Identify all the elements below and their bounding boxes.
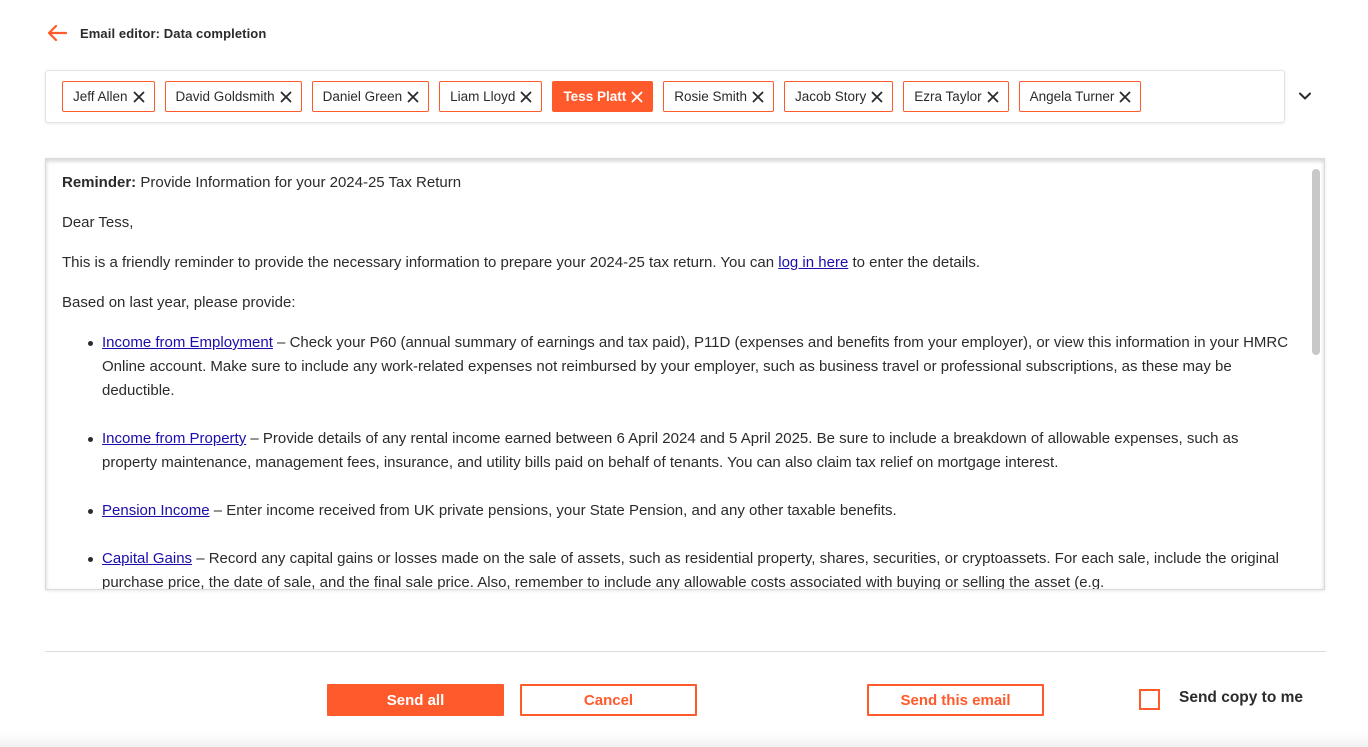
item-link[interactable]: Pension Income [102,502,210,519]
send-all-button[interactable]: Send all [327,684,504,716]
close-icon[interactable] [631,91,643,103]
subject-label: Reminder: [62,174,137,191]
email-based-on: Based on last year, please provide: [62,294,296,311]
item-text: – Record any capital gains or losses made on the sale of assets, such as residential property, shares, securities, or cryptoassets. For each sale, include the original purchase price, the date of sale, and the final sale price. Also, remember to include any allowable costs associated with buying or selling the asset (e.g. [102,550,1279,590]
recipient-chip-label: Rosie Smith [674,89,747,104]
recipient-chip-label: Jeff Allen [73,89,128,104]
recipient-chip-label: David Goldsmith [175,89,275,104]
recipient-chip[interactable] [903,81,1008,112]
recipients-box [45,70,1285,123]
intro-text-end: to enter the details. [848,254,981,271]
recipient-chip[interactable] [439,81,542,112]
page-bottom-edge [0,732,1368,747]
send-copy-label: Send copy to me [1179,689,1304,706]
list-item [102,427,1294,475]
recipient-chip[interactable] [784,81,893,112]
intro-text: This is a friendly reminder to provide the necessary information to prepare your 2024-25 tax return. You can [62,254,779,271]
close-icon[interactable] [133,91,145,103]
recipient-chip[interactable] [552,81,653,112]
recipient-chip[interactable] [62,81,155,112]
recipient-chip-list [62,81,1141,112]
email-greeting: Dear Tess, [62,214,134,231]
recipient-chip-label: Daniel Green [322,89,403,104]
list-item [102,499,1294,523]
item-link[interactable]: Capital Gains [102,550,193,567]
recipient-chip[interactable] [663,81,774,112]
info-list [62,331,1294,590]
recipient-chip-label: Tess Platt [563,89,627,104]
item-text: – Provide details of any rental income earned between 6 April 2024 and 5 April 2025. Be sure to include a breakdown of allowable expenses, such as property maintenance, management fees, insurance, and utility bills paid on behalf of tenants. You can also claim tax relief on mortgage interest. [102,430,1239,471]
header [46,22,266,44]
close-icon[interactable] [407,91,419,103]
editor-scrollbar[interactable] [1312,169,1320,355]
list-item [102,547,1294,590]
email-intro [62,251,1294,275]
recipient-chip-label: Ezra Taylor [914,89,982,104]
close-icon[interactable] [987,91,999,103]
recipient-chip-label: Liam Lloyd [450,89,516,104]
list-item [102,331,1294,403]
close-icon[interactable] [520,91,532,103]
email-subject [62,171,1294,195]
divider [45,651,1326,652]
arrow-left-icon[interactable] [46,22,68,44]
item-link[interactable]: Income from Employment [102,334,273,351]
email-body[interactable] [62,171,1294,590]
recipient-chip[interactable] [312,81,430,112]
cancel-button[interactable]: Cancel [520,684,697,716]
close-icon[interactable] [280,91,292,103]
close-icon[interactable] [1119,91,1131,103]
recipient-chip[interactable] [165,81,302,112]
recipient-chip-label: Jacob Story [795,89,867,104]
item-link[interactable]: Income from Property [102,430,247,447]
send-copy-checkbox[interactable] [1139,689,1160,710]
subject-text: Provide Information for your 2024-25 Tax Return [136,174,462,191]
close-icon[interactable] [871,91,883,103]
item-text: – Check your P60 (annual summary of earnings and tax paid), P11D (expenses and benefits from your employer), or view this information in your HMRC Online account. Make sure to include any work-related expenses not reimbursed by your employer, such as business travel or professional subscriptions, as these may be deductible. [102,334,1289,399]
item-text: – Enter income received from UK private pensions, your State Pension, and any other taxable benefits. [209,502,897,519]
recipient-chip[interactable] [1019,81,1142,112]
chevron-down-icon[interactable] [1297,88,1313,104]
email-editor[interactable] [45,158,1325,590]
login-link[interactable]: log in here [778,254,849,271]
page-title: Email editor: Data completion [80,25,267,41]
recipient-chip-label: Angela Turner [1029,89,1115,104]
close-icon[interactable] [752,91,764,103]
send-this-email-button[interactable]: Send this email [867,684,1044,716]
